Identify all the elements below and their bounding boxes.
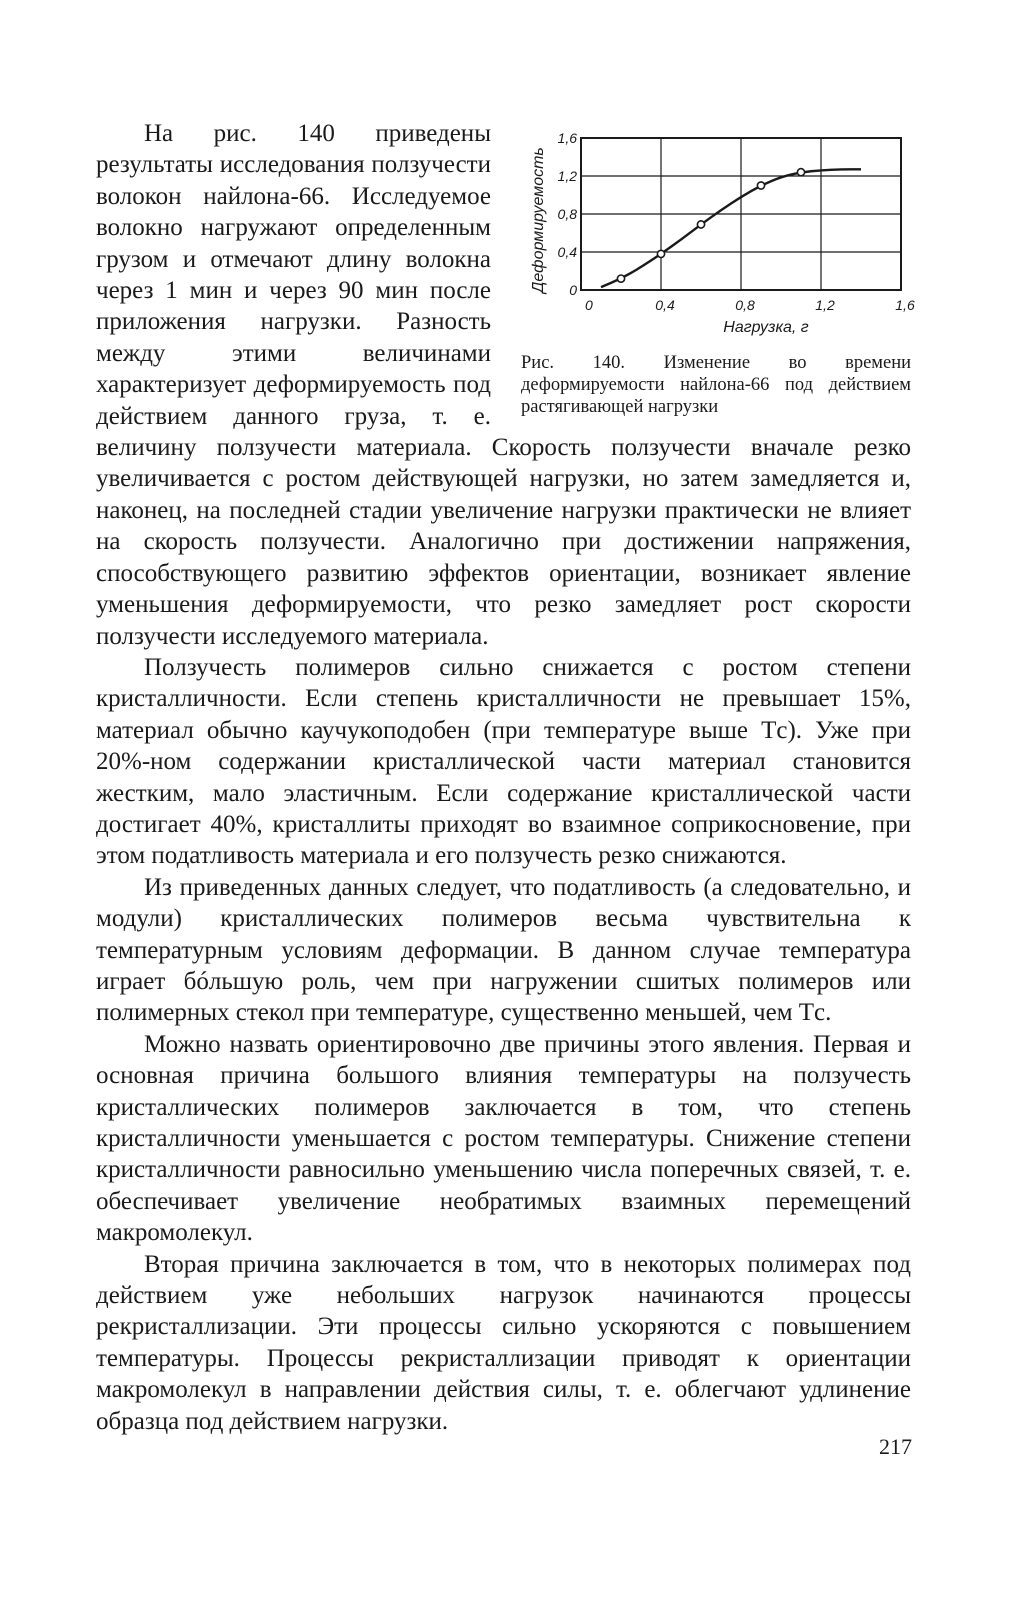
paragraph-3: Из приведенных данных следует, что податливость (а следовательно, и модули) кристаллических полимеров весьма чувствительна к температурным условиям деформации. В данном случае температура играет бóльшую роль, чем при нагружении сшитых полимеров или полимерных стекол при температуре, существенно меньшей, чем Tс.: [96, 873, 911, 1027]
data-point: [657, 250, 664, 257]
x-tick-label: 1,6: [895, 297, 915, 313]
y-tick-label: 1,2: [557, 168, 577, 184]
data-point: [797, 169, 804, 176]
page-body: [96, 118, 915, 1437]
data-point: [757, 182, 764, 189]
paragraph-2: Ползучесть полимеров сильно снижается с ростом степени кристалличности. Если степень кристалличности не превышает 15%, материал обычно каучукоподобен (при температуре выше Tс). Уже при 20%-ном содержании кристаллической части материал становится жестким, мало эластичным. Если содержание кристаллической части достигает 40%, кристаллиты приходят во взаимное соприкосновение, при этом податливость материала и его ползучесть резко снижаются.: [96, 653, 911, 870]
x-tick-label: 1,2: [815, 297, 835, 313]
figure-caption: Рис. 140. Изменение во времени деформируемости найлона-66 под действием растягивающей нагрузки: [521, 353, 911, 417]
x-tick-label: 0,8: [735, 297, 755, 313]
creep-chart: [509, 124, 919, 346]
data-point: [697, 221, 704, 228]
x-axis-label: Нагрузка, г: [723, 319, 809, 336]
y-tick-label: 0,8: [557, 206, 577, 222]
paragraph-1: [96, 118, 915, 652]
data-point: [617, 275, 624, 282]
y-tick-label: 0: [569, 282, 577, 298]
page-number: 217: [879, 1434, 912, 1459]
y-axis-label: Деформируемость: [530, 147, 547, 293]
creep-curve: [601, 169, 861, 287]
paragraph-5: Вторая причина заключается в том, что в некоторых полимерах под действием уже небольших нагрузок начинаются процессы рекристаллизации. Эти процессы сильно ускоряются с повышением температуры. Процессы рекристаллизации приводят к ориентации макромолекул в направлении действия силы, т. е. облегчают удлинение образца под действием нагрузки.: [96, 1250, 911, 1435]
paragraph-1-text: На рис. 140 приведены результаты исследования ползучести волокон найлона-66. Исследуемое волокно нагружают определенным грузом и отмечают длину волокна через 1 мин и через 90 мин после приложения нагрузки. Разность между этими величинами характеризует деформируемость под действием данного груза, т. е. величину ползучести материала. Скорость ползучести вначале резко увеличивается с ростом действующей нагрузки, но затем замедляется и, наконец, на последней стадии увеличение нагрузки практически не влияет на скорость ползучести. Аналогично при достижении напряжения, способствующего развитию эффектов ориентации, возникает явление уменьшения деформируемости, что резко замедляет рост скорости ползучести исследуемого материала.: [96, 120, 911, 650]
figure-140: [509, 124, 919, 418]
y-tick-label: 0,4: [557, 244, 577, 260]
y-tick-label: 1,6: [557, 130, 577, 146]
x-tick-label: 0: [585, 297, 593, 313]
x-tick-label: 0,4: [655, 297, 675, 313]
paragraph-4: Можно назвать ориентировочно две причины этого явления. Первая и основная причина большого влияния температуры на ползучесть кристаллических полимеров заключается в том, что степень кристалличности уменьшается с ростом температуры. Снижение степени кристалличности равносильно уменьшению числа поперечных связей, т. е. обеспечивает увеличение необратимых взаимных перемещений макромолекул.: [96, 1030, 911, 1247]
